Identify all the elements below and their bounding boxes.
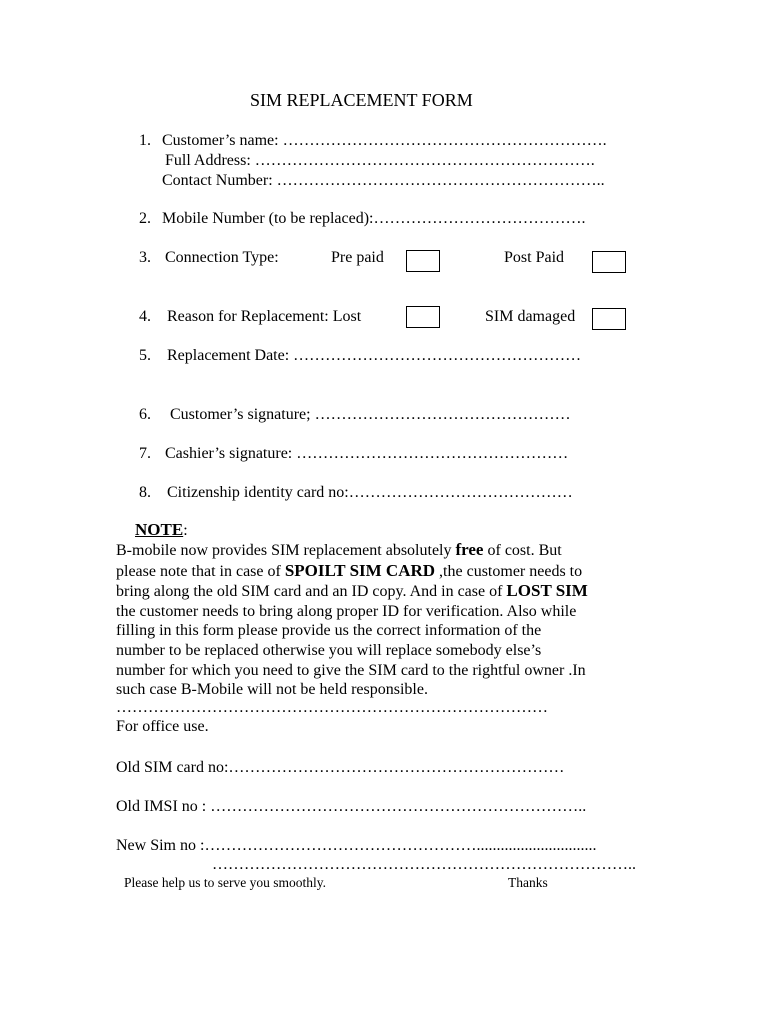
form-title: SIM REPLACEMENT FORM	[250, 90, 473, 110]
customer-name-field[interactable]: Customer’s name: …………………………………………………….	[162, 132, 607, 149]
note-heading	[135, 520, 188, 541]
item-6-number: 6.	[139, 406, 151, 423]
note-line-1: B-mobile now provides SIM replacement absolutely free of cost. But	[116, 540, 562, 559]
citizenship-id-field[interactable]: Citizenship identity card no:……………………………………	[167, 484, 573, 501]
sim-damaged-label: SIM damaged	[485, 308, 576, 325]
mobile-number-field[interactable]: Mobile Number (to be replaced):………………………………….	[162, 210, 586, 227]
full-address-field[interactable]: Full Address: ……………………………………………………….	[165, 152, 595, 169]
note-line-7: number for which you need to give the SIM card to the rightful owner .In	[116, 661, 586, 679]
note-line-6: number to be replaced otherwise you will replace somebody else’s	[116, 641, 542, 659]
note-spoilt-sim: SPOILT SIM CARD	[284, 560, 436, 580]
note-line-2: please note that in case of SPOILT SIM CARD ,the customer needs to	[116, 560, 583, 580]
customer-signature-field[interactable]: Customer’s signature; …………………………………………	[170, 406, 571, 423]
office-divider: ………………………………………………………………………	[116, 699, 548, 716]
postpaid-label: Post Paid	[504, 249, 565, 266]
new-sim-field[interactable]: New Sim no :……………………………………………..............................	[116, 837, 597, 854]
sim-damaged-checkbox[interactable]	[592, 308, 626, 330]
item-3-number: 3.	[139, 249, 151, 266]
replacement-date-field[interactable]: Replacement Date: ………………………………………………	[167, 347, 582, 364]
note-line-4: the customer needs to bring along proper ID for verification. Also while	[116, 602, 577, 620]
item-2-number: 2.	[139, 210, 151, 227]
lost-checkbox[interactable]	[406, 306, 440, 328]
item-1-number: 1.	[139, 132, 151, 149]
item-5-number: 5.	[139, 347, 151, 364]
note-heading-text: NOTE	[135, 520, 184, 539]
contact-number-field[interactable]: Contact Number: ……………………………………………………..	[162, 172, 605, 189]
postpaid-checkbox[interactable]	[592, 251, 626, 273]
note-line-8: such case B-Mobile will not be held responsible.	[116, 681, 428, 699]
note-lost-sim: LOST SIM	[506, 581, 588, 601]
replacement-reason-label: Reason for Replacement: Lost	[167, 308, 362, 325]
new-sim-field-continuation[interactable]: ……………………………………………………………………..	[212, 856, 636, 873]
item-4-number: 4.	[139, 308, 151, 325]
prepaid-checkbox[interactable]	[406, 250, 440, 272]
connection-type-label: Connection Type:	[165, 249, 279, 266]
note-colon: :	[183, 522, 188, 539]
cashier-signature-field[interactable]: Cashier’s signature: ……………………………………………	[165, 445, 569, 462]
item-7-number: 7.	[139, 445, 151, 462]
office-use-heading: For office use.	[116, 718, 209, 735]
prepaid-label: Pre paid	[331, 249, 384, 266]
note-paragraph	[116, 540, 656, 700]
footer-message: Please help us to serve you smoothly.	[124, 875, 326, 890]
footer-thanks: Thanks	[508, 875, 548, 890]
note-line-5: filling in this form please provide us the correct information of the	[116, 622, 542, 640]
note-line-3: bring along the old SIM card and an ID copy. And in case of LOST SIM	[116, 581, 588, 601]
old-sim-field[interactable]: Old SIM card no:………………………………………………………	[116, 759, 565, 776]
item-8-number: 8.	[139, 484, 151, 501]
old-imsi-field[interactable]: Old IMSI no : ……………………………………………………………..	[116, 798, 587, 815]
note-free: free	[455, 540, 484, 559]
